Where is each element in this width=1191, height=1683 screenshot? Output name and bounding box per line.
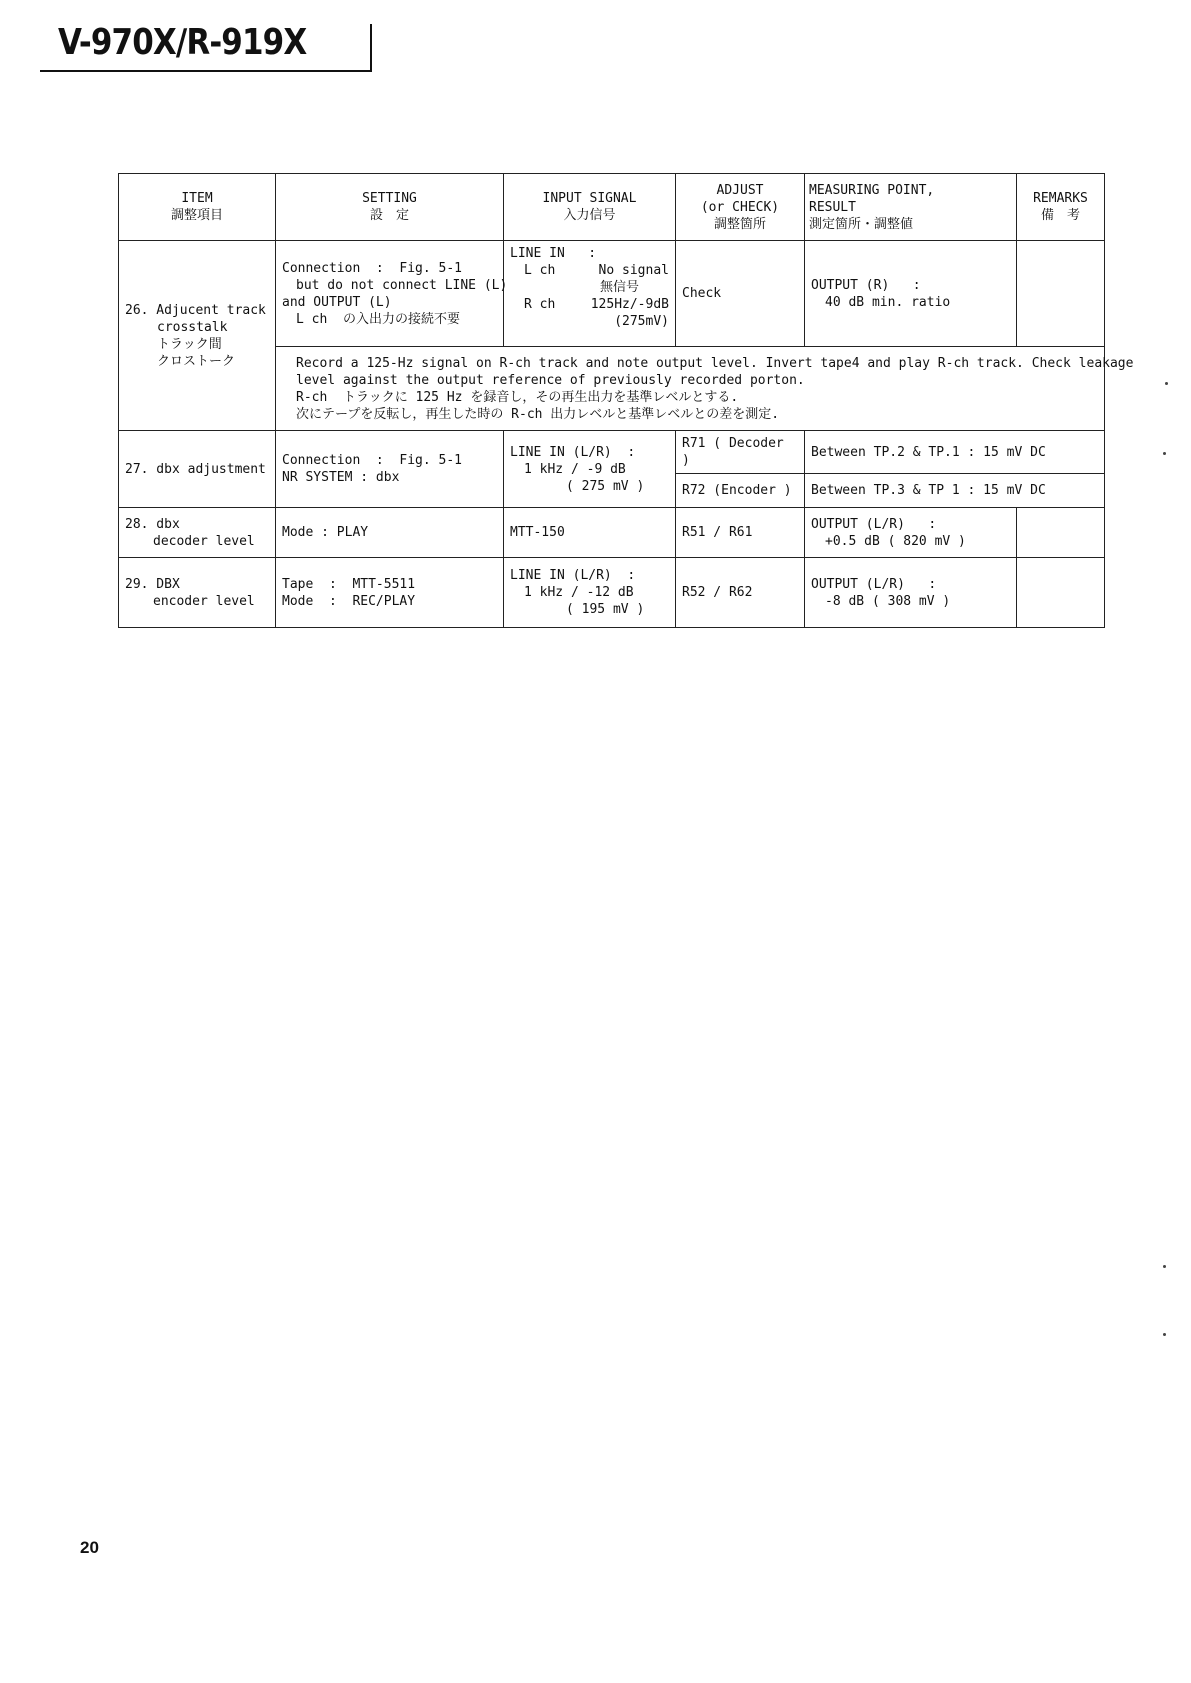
row26-remarks <box>1017 241 1105 347</box>
col-header-setting: SETTING 設 定 <box>276 174 504 241</box>
row27-adjust-decoder: R71 ( Decoder ) <box>676 431 805 474</box>
row28-adjust: R51 / R61 <box>676 508 805 558</box>
row26-note: Record a 125-Hz signal on R-ch track and note output level. Invert tape4 and play R-ch track. Check leakage level against the output reference of previously recorded porton. R-ch トラックに 125 Hz を録音し，その再生出力を基準レベルとする. 次にテープを反転し，再生した時の R-ch 出力レベルと基準レベルとの差を測定. <box>276 347 1105 431</box>
table-header-row <box>119 174 1105 241</box>
scan-speck <box>1163 1333 1166 1336</box>
header-vertical-rule <box>370 24 372 72</box>
col-header-measuring-point: MEASURING POINT, RESULT 測定箇所・調整値 <box>805 174 1017 241</box>
row29-setting: Tape : MTT-5511 Mode : REC/PLAY <box>276 558 504 628</box>
row27-result-encoder: Between TP.3 & TP 1 : 15 mV DC <box>805 474 1105 508</box>
table-row-28 <box>119 508 1105 558</box>
row26-input-signal: LINE IN : L ch No signal 無信号 R ch 125Hz/-9dB (275mV) <box>504 241 676 347</box>
header-rule <box>40 70 370 72</box>
row27-result-decoder: Between TP.2 & TP.1 : 15 mV DC <box>805 431 1105 474</box>
adjustment-table-wrap <box>118 173 1134 628</box>
row28-remarks <box>1017 508 1105 558</box>
col-header-input-signal: INPUT SIGNAL 入力信号 <box>504 174 676 241</box>
row29-adjust: R52 / R62 <box>676 558 805 628</box>
row26-item: 26. Adjucent track crosstalk トラック間 クロストーク <box>119 241 276 431</box>
row28-setting: Mode : PLAY <box>276 508 504 558</box>
row28-result: OUTPUT (L/R) : +0.5 dB ( 820 mV ) <box>805 508 1017 558</box>
row26-result: OUTPUT (R) : 40 dB min. ratio <box>805 241 1017 347</box>
row26-adjust: Check <box>676 241 805 347</box>
row27-input-signal: LINE IN (L/R) : 1 kHz / -9 dB ( 275 mV ) <box>504 431 676 508</box>
row28-item: 28. dbx decoder level <box>119 508 276 558</box>
row27-setting: Connection : Fig. 5-1 NR SYSTEM : dbx <box>276 431 504 508</box>
row29-result: OUTPUT (L/R) : -8 dB ( 308 mV ) <box>805 558 1017 628</box>
model-title: V-970X/R-919X <box>58 22 307 63</box>
table-row-26 <box>119 241 1105 347</box>
table-row-29 <box>119 558 1105 628</box>
row27-item: 27. dbx adjustment <box>119 431 276 508</box>
row29-input-signal: LINE IN (L/R) : 1 kHz / -12 dB ( 195 mV ) <box>504 558 676 628</box>
adjustment-table <box>118 173 1134 628</box>
row26-setting: Connection : Fig. 5-1 but do not connect LINE (L) and OUTPUT (L) L ch の入出力の接続不要 <box>276 241 504 347</box>
col-header-adjust: ADJUST (or CHECK) 調整箇所 <box>676 174 805 241</box>
col-header-item: ITEM 調整項目 <box>119 174 276 241</box>
row28-input-signal: MTT-150 <box>504 508 676 558</box>
scan-speck <box>1165 382 1168 385</box>
row27-adjust-encoder: R72 (Encoder ) <box>676 474 805 508</box>
row29-item: 29. DBX encoder level <box>119 558 276 628</box>
page-number: 20 <box>80 1538 99 1557</box>
scan-speck <box>1163 1265 1166 1268</box>
table-row-27a <box>119 431 1105 474</box>
row29-remarks <box>1017 558 1105 628</box>
scan-speck <box>1163 452 1166 455</box>
col-header-remarks: REMARKS 備 考 <box>1017 174 1105 241</box>
